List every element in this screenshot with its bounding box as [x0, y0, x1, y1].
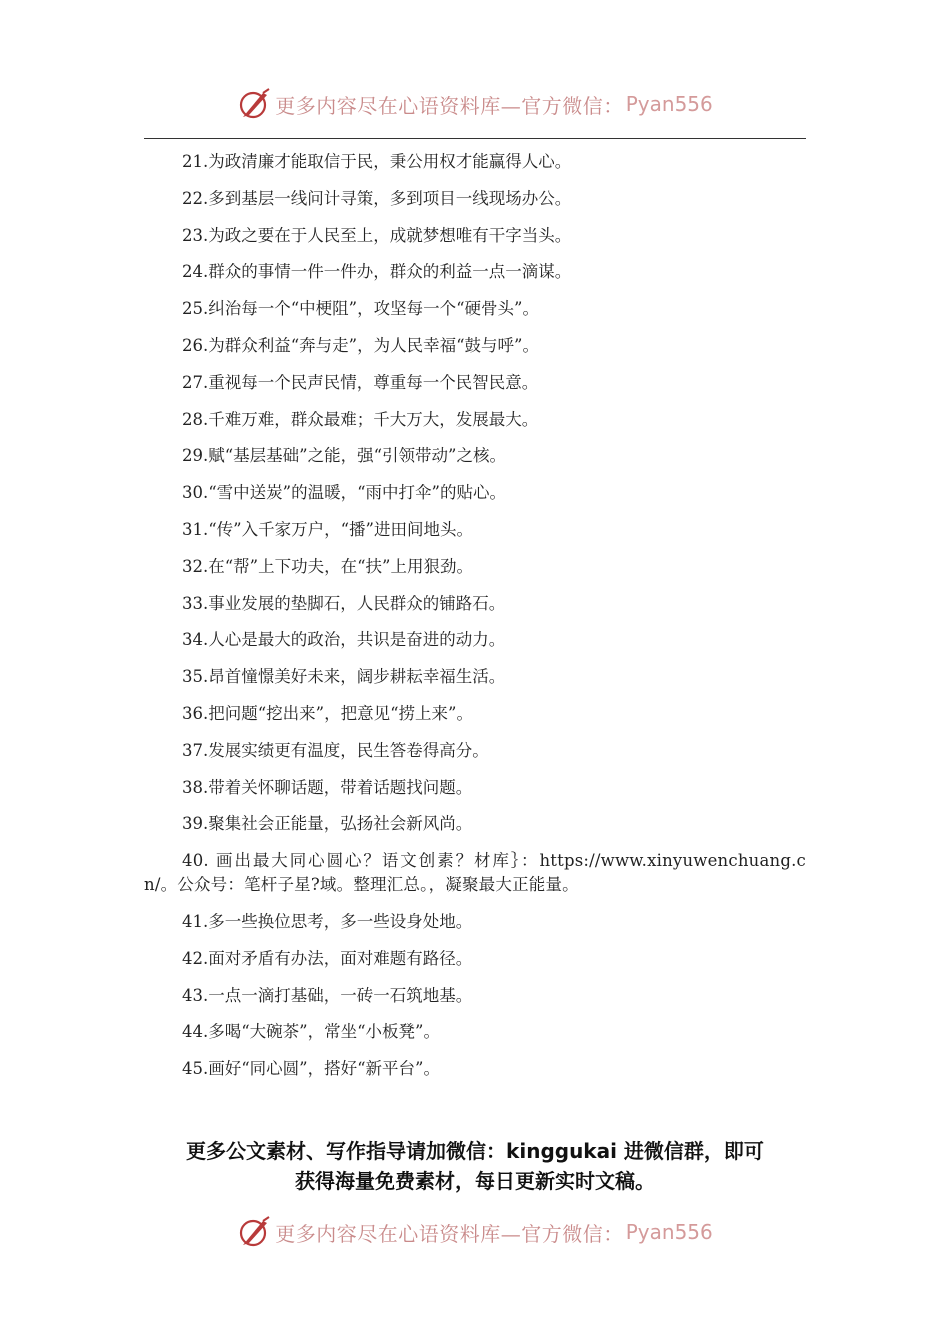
list-item: 30.“雪中送炭”的温暖，“雨中打伞”的贴心。: [182, 483, 506, 503]
list-item: 25.纠治每一个“中梗阻”，攻坚每一个“硬骨头”。: [182, 299, 539, 319]
promo-line-1: 更多公文素材、写作指导请加微信：kinggukai 进微信群，即可: [186, 1139, 764, 1163]
header-divider: [144, 138, 806, 139]
header-wechat-id: Pyan556: [625, 92, 713, 116]
slogan-list: [144, 150, 806, 1094]
list-item: 26.为群众利益“奔与走”，为人民幸福“鼓与呼”。: [182, 335, 539, 355]
list-item: 31.“传”入千家万户，“播”进田间地头。: [182, 519, 473, 539]
header-brand-text: 更多内容尽在心语资料库—官方微信：: [275, 93, 624, 118]
list-item: 34.人心是最大的政治，共识是奋进的动力。: [182, 630, 506, 650]
list-item: 28.千难万难，群众最难；千大万大，发展最大。: [182, 409, 539, 429]
list-item: 35.昂首憧憬美好未来，阔步耕耘幸福生活。: [182, 667, 506, 687]
list-item: 24.群众的事情一件一件办，群众的利益一点一滴谋。: [182, 262, 572, 282]
list-item: 43.一点一滴打基础，一砖一石筑地基。: [182, 985, 473, 1005]
footer-brand-text: 更多内容尽在心语资料库—官方微信：: [275, 1221, 624, 1246]
list-item: 45.画好“同心圆”，搭好“新平台”。: [182, 1059, 440, 1079]
list-item: 42.面对矛盾有办法，面对难题有路径。: [182, 948, 473, 968]
promo-call-to-action: [144, 1136, 806, 1196]
list-item: 22.多到基层一线问计寻策，多到项目一线现场办公。: [182, 188, 572, 208]
promo-line-2: 获得海量免费素材，每日更新实时文稿。: [295, 1169, 655, 1193]
list-item: 38.带着关怀聊话题，带着话题找问题。: [182, 777, 473, 797]
list-item: 36.把问题“挖出来”，把意见“捞上来”。: [182, 703, 473, 723]
list-item: 29.赋“基层基础”之能，强“引领带动”之核。: [182, 446, 506, 466]
list-item: 37.发展实绩更有温度，民生答卷得高分。: [182, 740, 489, 760]
list-item: 41.多一些换位思考，多一些设身处地。: [182, 911, 473, 931]
quill-logo-icon: [237, 1215, 271, 1249]
list-item: 23.为政之要在于人民至上，成就梦想唯有干字当头。: [182, 225, 572, 245]
list-item: 32.在“帮”上下功夫，在“扶”上用狠劲。: [182, 556, 473, 576]
list-item: 39.聚集社会正能量，弘扬社会新风尚。: [182, 814, 473, 834]
footer-banner: [0, 1210, 950, 1254]
list-item: 33.事业发展的垫脚石，人民群众的铺路石。: [182, 593, 506, 613]
list-item-with-link: 40. 画出最大同心圆心？语文创素？材库｝：https://www.xinyuwenchuang.cn/。公众号：笔杆子星?域。整理汇总。，凝聚最大正能量。: [144, 851, 806, 895]
footer-wechat-id: Pyan556: [625, 1220, 713, 1244]
quill-logo-icon: [237, 87, 271, 121]
list-item: 21.为政清廉才能取信于民，秉公用权才能赢得人心。: [182, 152, 572, 171]
list-item: 27.重视每一个民声民情，尊重每一个民智民意。: [182, 372, 539, 392]
list-item: 44.多喝“大碗茶”，常坐“小板凳”。: [182, 1022, 440, 1042]
header-banner: [0, 82, 950, 126]
